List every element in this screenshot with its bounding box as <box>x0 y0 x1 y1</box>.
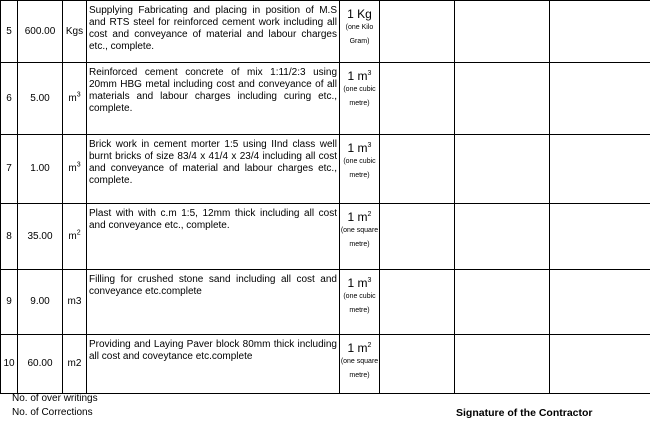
unit: $m^2$ <box>63 204 87 270</box>
blank-cell <box>455 135 550 204</box>
rate-unit: 1 $m^3$ (one cubic metre) <box>340 270 380 335</box>
quantity: 600.00 <box>18 1 63 63</box>
unit: $m^3$ <box>63 63 87 135</box>
blank-cell <box>380 135 455 204</box>
blank-cell <box>550 335 650 394</box>
serial-number: 8 <box>1 204 18 270</box>
unit: Kgs <box>63 1 87 63</box>
serial-number: 5 <box>1 1 18 63</box>
item-description: Plast with with c.m 1:5, 12mm thick including all cost and conveyance etc., complete. <box>87 204 340 270</box>
quantity: 35.00 <box>18 204 63 270</box>
item-description: Brick work in cement morter 1:5 using IInd class well burnt bricks of size 83/4 x 41/4 x 23/4 including all cost and conveyance of material and labour charges etc., complete. <box>87 135 340 204</box>
serial-number: 10 <box>1 335 18 394</box>
blank-cell <box>550 1 650 63</box>
unit: $m^3$ <box>63 135 87 204</box>
blank-cell <box>455 335 550 394</box>
blank-cell <box>380 1 455 63</box>
table-row <box>1 335 650 394</box>
serial-number: 9 <box>1 270 18 335</box>
quantity: 60.00 <box>18 335 63 394</box>
over-writings-label: No. of over writings <box>12 393 98 404</box>
blank-cell <box>550 270 650 335</box>
rate-unit: 1 $m^2$ (one square metre) <box>340 204 380 270</box>
table-row <box>1 1 650 63</box>
blank-cell <box>455 270 550 335</box>
footer <box>0 393 650 421</box>
table-row <box>1 204 650 270</box>
blank-cell <box>380 270 455 335</box>
table-row <box>1 270 650 335</box>
contractor-signature-label: Signature of the Contractor <box>456 407 593 419</box>
blank-cell <box>380 204 455 270</box>
blank-cell <box>380 335 455 394</box>
blank-cell <box>455 1 550 63</box>
rate-unit: 1 $m^3$ (one cubic metre) <box>340 63 380 135</box>
serial-number: 7 <box>1 135 18 204</box>
serial-number: 6 <box>1 63 18 135</box>
blank-cell <box>550 135 650 204</box>
unit: m3 <box>63 270 87 335</box>
table-row <box>1 135 650 204</box>
item-description: Reinforced cement concrete of mix 1:11/2:3 using 20mm HBG metal including cost and conveyance of all materials and labour charges including curing etc., complete. <box>87 63 340 135</box>
item-description: Providing and Laying Paver block 80mm thick including all cost and coveytance etc.complete <box>87 335 340 394</box>
item-description: Supplying Fabricating and placing in position of M.S and RTS steel for reinforced cement work including all cost and conveyance of material and labour charges etc., complete. <box>87 1 340 63</box>
blank-cell <box>550 63 650 135</box>
table-row <box>1 63 650 135</box>
quantity: 9.00 <box>18 270 63 335</box>
rate-unit: 1 Kg (one Kilo Gram) <box>340 1 380 63</box>
blank-cell <box>455 204 550 270</box>
corrections-label: No. of Corrections <box>12 407 93 418</box>
quantity: 1.00 <box>18 135 63 204</box>
quantity: 5.00 <box>18 63 63 135</box>
blank-cell <box>550 204 650 270</box>
unit: m2 <box>63 335 87 394</box>
rate-unit: 1 $m^2$ (one square metre) <box>340 335 380 394</box>
item-description: Filling for crushed stone sand including all cost and conveyance etc.complete <box>87 270 340 335</box>
blank-cell <box>380 63 455 135</box>
blank-cell <box>455 63 550 135</box>
rate-unit: 1 $m^3$ (one cubic metre) <box>340 135 380 204</box>
